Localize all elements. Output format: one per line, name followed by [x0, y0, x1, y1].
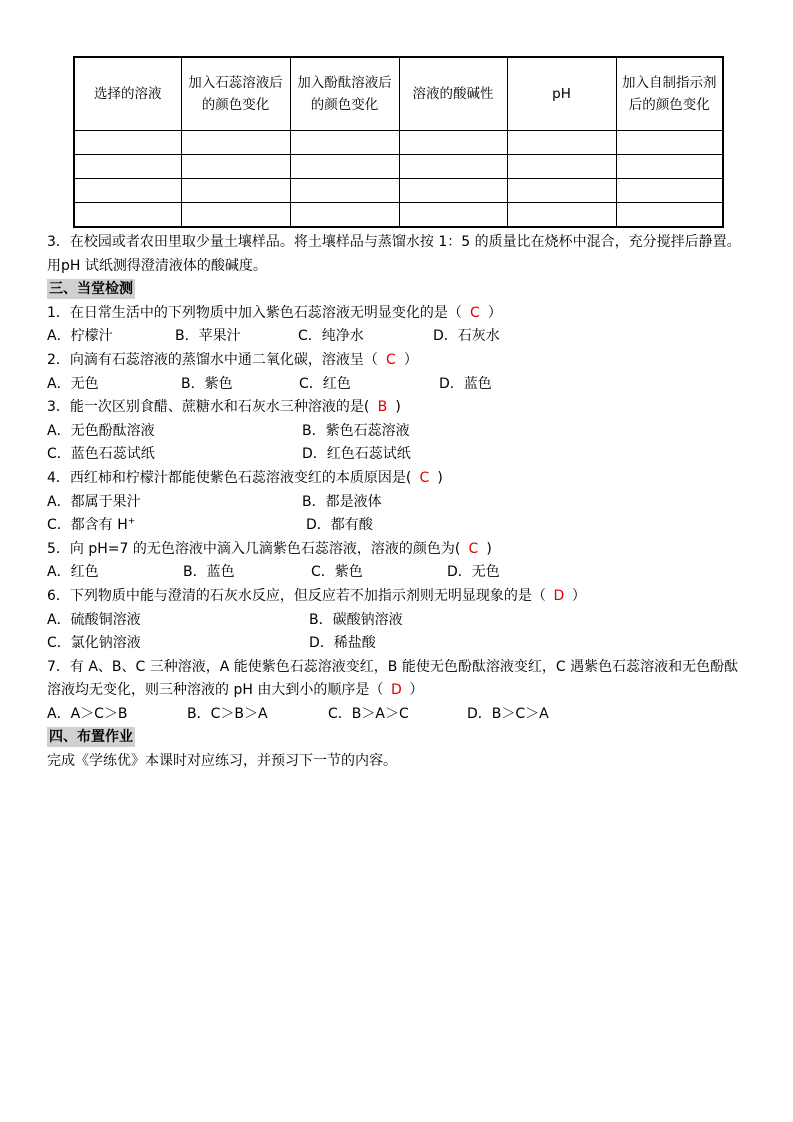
options-row: [47, 561, 747, 585]
table-header-cell: 加入石蕊溶液后的颜色变化: [181, 57, 290, 131]
question-2: [47, 349, 747, 373]
table-header-cell: 选择的溶液: [74, 57, 181, 131]
options-row: [47, 420, 747, 444]
options-row: [47, 443, 747, 467]
table-cell[interactable]: [290, 131, 399, 155]
paragraph-3: 3．在校园或者农田里取少量土壤样品。将土壤样品与蒸馏水按 1：5 的质量比在烧杯中混合，充分搅拌后静置。用pH 试纸测得澄清液体的酸碱度。: [47, 234, 741, 274]
table-row: [74, 155, 723, 179]
option-c-text: C．都含有 H: [47, 517, 128, 534]
option-b[interactable]: B．紫色: [181, 375, 233, 392]
options-row: [47, 632, 747, 656]
section-heading-practice: 三、当堂检测: [49, 281, 133, 298]
table-cell[interactable]: [399, 179, 507, 203]
question-3: [47, 396, 747, 420]
option-a[interactable]: A．无色: [47, 375, 99, 392]
question-7: [47, 656, 747, 703]
option-c[interactable]: C．红色: [299, 375, 351, 392]
option-b[interactable]: B．蓝色: [183, 564, 235, 581]
table-cell[interactable]: [290, 203, 399, 228]
options-row: [47, 514, 747, 538]
option-a[interactable]: A．柠檬汁: [47, 328, 113, 345]
answer-mark: D: [390, 682, 402, 699]
table-cell[interactable]: [507, 203, 616, 228]
table-cell[interactable]: [74, 131, 181, 155]
table-cell[interactable]: [399, 131, 507, 155]
option-b[interactable]: B．C＞B＞A: [187, 705, 268, 722]
question-close: ）: [487, 304, 502, 321]
table-cell[interactable]: [74, 203, 181, 228]
answer-mark: C: [470, 304, 480, 321]
table-cell[interactable]: [290, 179, 399, 203]
table-cell[interactable]: [181, 203, 290, 228]
h-plus-superscript: +: [127, 516, 136, 527]
table-cell[interactable]: [74, 179, 181, 203]
option-b[interactable]: B．紫色石蕊溶液: [302, 422, 410, 439]
question-close: ）: [571, 587, 586, 604]
option-a[interactable]: A．无色酚酞溶液: [47, 422, 155, 439]
question-stem: 7．有 A、B、C 三种溶液，A 能使紫色石蕊溶液变红，B 能使无色酚酞溶液变红，C 遇紫色石蕊溶液和无色酚酞溶液均无变化，则三种溶液的 pH 由大到小的顺序是（: [47, 658, 739, 699]
question-1: [47, 302, 747, 326]
question-stem: 2．向滴有石蕊溶液的蒸馏水中通二氧化碳，溶液呈（: [47, 351, 378, 368]
question-stem: 4．西红柿和柠檬汁都能使紫色石蕊溶液变红的本质原因是(: [47, 469, 412, 486]
question-stem: 1．在日常生活中的下列物质中加入紫色石蕊溶液无明显变化的是（: [47, 304, 462, 321]
option-c[interactable]: C．紫色: [311, 564, 363, 581]
options-row: [47, 703, 747, 727]
section-heading-homework: 四、布置作业: [49, 729, 133, 746]
option-c[interactable]: C．纯净水: [298, 328, 364, 345]
question-stem: 3．能一次区别食醋、蔗糖水和石灰水三种溶液的是(: [47, 399, 370, 416]
option-d[interactable]: D．红色石蕊试纸: [302, 446, 411, 463]
answer-mark: B: [377, 399, 388, 416]
question-stem: 5．向 pH=7 的无色溶液中滴入几滴紫色石蕊溶液，溶液的颜色为(: [47, 540, 461, 557]
question-6: [47, 585, 747, 609]
option-a[interactable]: A．A＞C＞B: [47, 705, 128, 722]
option-c[interactable]: C．B＞A＞C: [328, 705, 409, 722]
option-b[interactable]: B．苹果汁: [175, 328, 241, 345]
page: [47, 56, 747, 774]
question-close: ）: [409, 682, 424, 699]
table-row: [74, 179, 723, 203]
homework-text: 完成《学练优》本课时对应练习，并预习下一节的内容。: [47, 753, 397, 770]
option-a[interactable]: A．硫酸铜溶液: [47, 611, 141, 628]
table-header-cell: 加入酚酞溶液后的颜色变化: [290, 57, 399, 131]
option-d[interactable]: D．稀盐酸: [309, 635, 376, 652]
table-cell[interactable]: [399, 155, 507, 179]
option-a[interactable]: A．都属于果汁: [47, 493, 141, 510]
option-a[interactable]: A．红色: [47, 564, 99, 581]
option-d[interactable]: D．B＞C＞A: [467, 705, 549, 722]
option-c[interactable]: [47, 514, 135, 534]
table-cell[interactable]: [290, 155, 399, 179]
answer-mark: C: [419, 469, 430, 486]
question-close: ): [437, 469, 443, 486]
options-row: [47, 373, 747, 397]
options-row: [47, 609, 747, 633]
question-close: ）: [403, 351, 418, 368]
table-header-cell: pH: [507, 57, 616, 131]
question-close: ): [395, 399, 401, 416]
table-row: [74, 203, 723, 228]
table-cell[interactable]: [616, 131, 723, 155]
answer-mark: D: [553, 587, 565, 604]
table-cell[interactable]: [74, 155, 181, 179]
table-cell[interactable]: [181, 155, 290, 179]
option-c[interactable]: C．氯化钠溶液: [47, 635, 141, 652]
table-cell[interactable]: [181, 131, 290, 155]
question-5: [47, 538, 747, 562]
table-cell[interactable]: [616, 203, 723, 228]
table-header-cell: 加入自制指示剂后的颜色变化: [616, 57, 723, 131]
table-header-cell: 溶液的酸碱性: [399, 57, 507, 131]
option-d[interactable]: D．石灰水: [433, 328, 500, 345]
options-row: [47, 491, 747, 515]
question-stem: 6．下列物质中能与澄清的石灰水反应，但反应若不加指示剂则无明显现象的是（: [47, 587, 546, 604]
question-close: ): [486, 540, 492, 557]
table-header-row: [74, 57, 723, 131]
option-d[interactable]: D．无色: [447, 564, 500, 581]
table-cell[interactable]: [181, 179, 290, 203]
option-d[interactable]: D．蓝色: [439, 375, 492, 392]
record-table: [73, 56, 724, 228]
answer-mark: C: [386, 351, 396, 368]
options-row: [47, 325, 747, 349]
table-cell[interactable]: [616, 155, 723, 179]
answer-mark: C: [468, 540, 479, 557]
option-b[interactable]: B．碳酸钠溶液: [309, 611, 403, 628]
table-cell[interactable]: [616, 179, 723, 203]
table-cell[interactable]: [507, 179, 616, 203]
table-cell[interactable]: [507, 155, 616, 179]
question-4: [47, 467, 747, 491]
option-d[interactable]: D．都有酸: [306, 517, 373, 534]
table-row: [74, 131, 723, 155]
option-c[interactable]: C．蓝色石蕊试纸: [47, 446, 155, 463]
table-cell[interactable]: [507, 131, 616, 155]
option-b[interactable]: B．都是液体: [302, 493, 382, 510]
table-cell[interactable]: [399, 203, 507, 228]
